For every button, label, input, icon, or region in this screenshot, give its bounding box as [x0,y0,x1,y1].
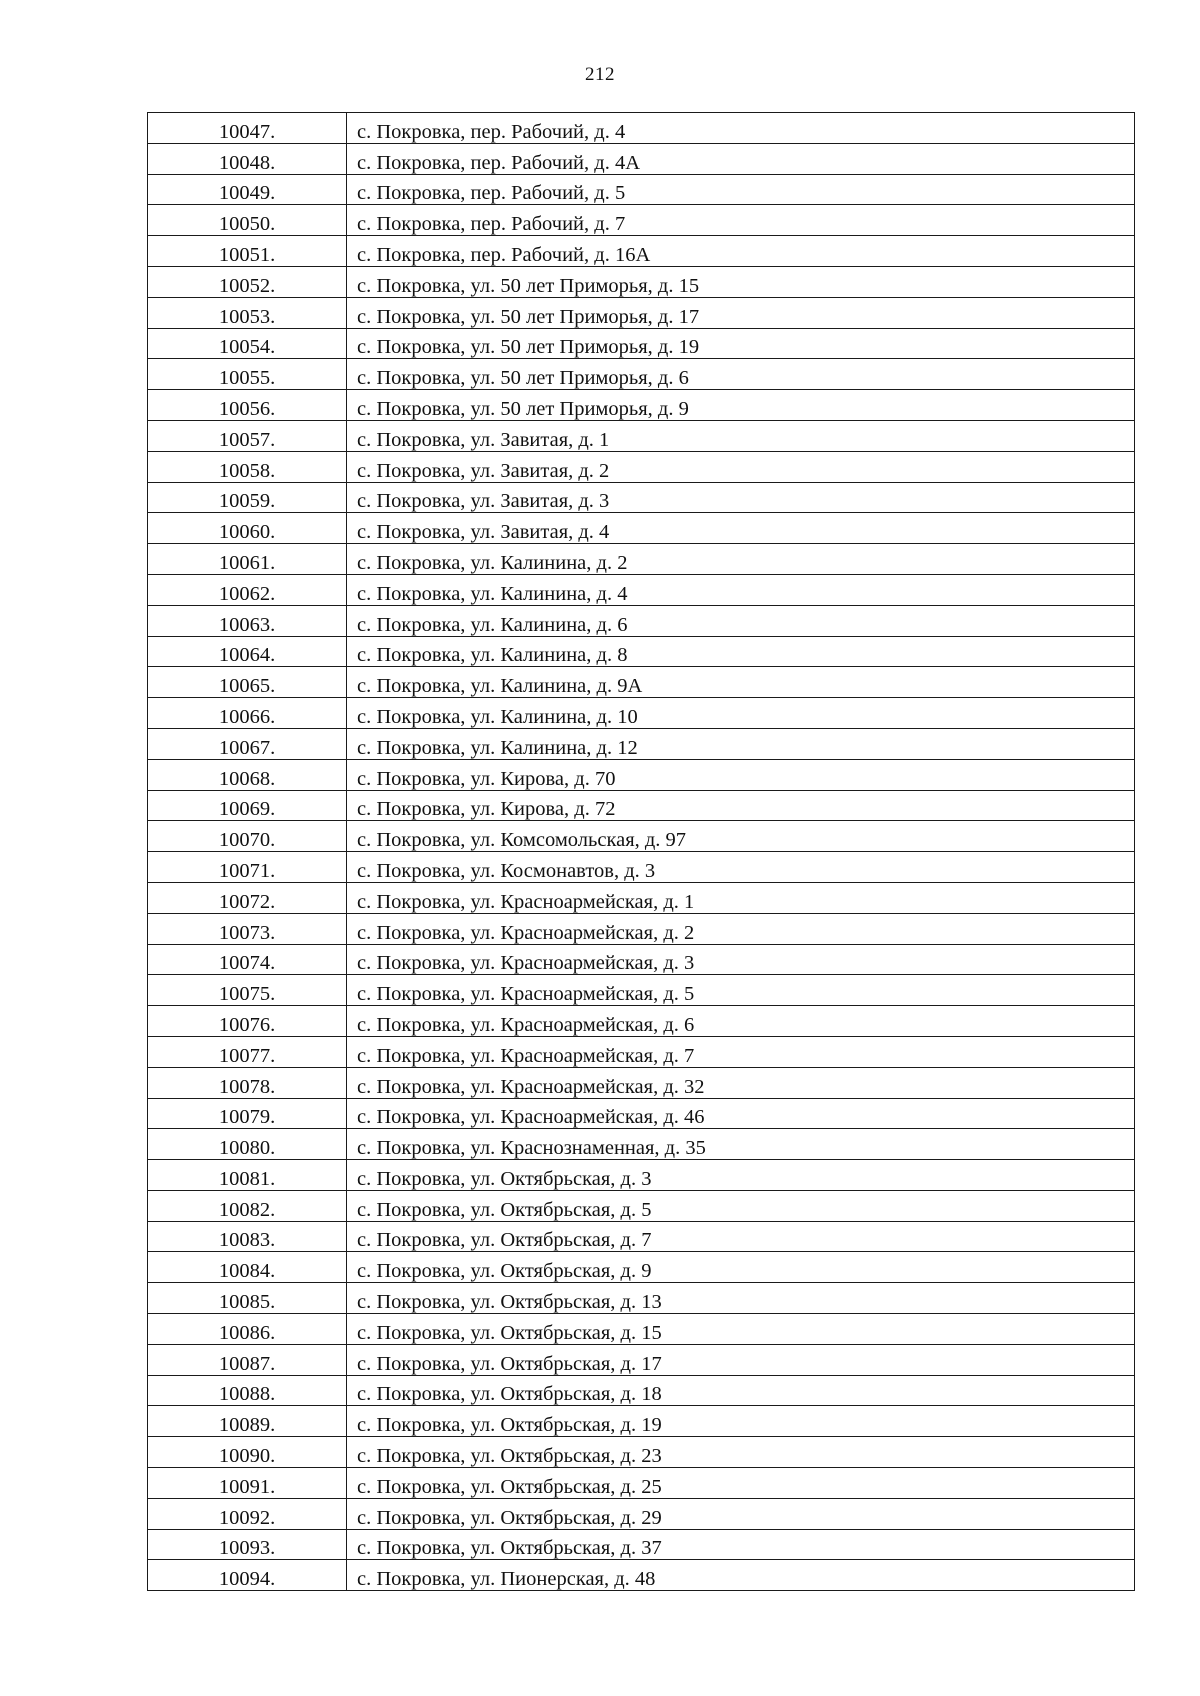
table-row [148,1314,1135,1345]
row-number: 10060. [148,513,347,544]
table-row [148,359,1135,390]
table-row [148,1006,1135,1037]
row-number: 10065. [148,667,347,698]
row-address: с. Покровка, ул. Космонавтов, д. 3 [347,852,1135,883]
row-address: с. Покровка, ул. Октябрьская, д. 17 [347,1344,1135,1375]
table-row [148,328,1135,359]
row-address: с. Покровка, ул. Калинина, д. 9А [347,667,1135,698]
table-row [148,482,1135,513]
row-address: с. Покровка, ул. Кирова, д. 70 [347,759,1135,790]
table-row [148,451,1135,482]
row-number: 10078. [148,1067,347,1098]
table-row [148,1498,1135,1529]
table-row [148,544,1135,575]
table-row [148,1344,1135,1375]
table-row [148,1098,1135,1129]
row-address: с. Покровка, ул. Калинина, д. 8 [347,636,1135,667]
row-number: 10058. [148,451,347,482]
table-row [148,236,1135,267]
row-number: 10059. [148,482,347,513]
row-address: с. Покровка, ул. Октябрьская, д. 37 [347,1529,1135,1560]
row-number: 10084. [148,1252,347,1283]
row-address: с. Покровка, ул. Красноармейская, д. 32 [347,1067,1135,1098]
table-row [148,882,1135,913]
row-address: с. Покровка, ул. Калинина, д. 2 [347,544,1135,575]
row-number: 10061. [148,544,347,575]
row-address: с. Покровка, ул. Октябрьская, д. 25 [347,1468,1135,1499]
row-number: 10054. [148,328,347,359]
row-number: 10050. [148,205,347,236]
row-address: с. Покровка, пер. Рабочий, д. 4А [347,143,1135,174]
table-row [148,1221,1135,1252]
row-number: 10072. [148,882,347,913]
table-row [148,143,1135,174]
row-address: с. Покровка, ул. Октябрьская, д. 15 [347,1314,1135,1345]
row-number: 10047. [148,113,347,144]
table-row [148,574,1135,605]
row-address: с. Покровка, ул. 50 лет Приморья, д. 6 [347,359,1135,390]
row-number: 10081. [148,1160,347,1191]
row-number: 10068. [148,759,347,790]
row-address: с. Покровка, ул. Калинина, д. 12 [347,728,1135,759]
table-row [148,205,1135,236]
row-address: с. Покровка, ул. Октябрьская, д. 9 [347,1252,1135,1283]
row-address: с. Покровка, ул. Октябрьская, д. 3 [347,1160,1135,1191]
table-row [148,390,1135,421]
table-row [148,975,1135,1006]
row-address: с. Покровка, ул. Краснознаменная, д. 35 [347,1129,1135,1160]
row-address: с. Покровка, ул. Красноармейская, д. 3 [347,944,1135,975]
row-number: 10056. [148,390,347,421]
row-number: 10069. [148,790,347,821]
row-number: 10094. [148,1560,347,1591]
row-address: с. Покровка, ул. Калинина, д. 4 [347,574,1135,605]
row-address: с. Покровка, ул. Пионерская, д. 48 [347,1560,1135,1591]
table-row [148,266,1135,297]
row-number: 10085. [148,1283,347,1314]
row-number: 10055. [148,359,347,390]
row-number: 10077. [148,1036,347,1067]
table-row [148,1283,1135,1314]
row-number: 10070. [148,821,347,852]
row-number: 10091. [148,1468,347,1499]
table-row [148,636,1135,667]
row-address: с. Покровка, ул. Октябрьская, д. 18 [347,1375,1135,1406]
row-address: с. Покровка, пер. Рабочий, д. 7 [347,205,1135,236]
row-number: 10088. [148,1375,347,1406]
table-row [148,1036,1135,1067]
row-address: с. Покровка, ул. Октябрьская, д. 23 [347,1437,1135,1468]
row-address: с. Покровка, ул. Красноармейская, д. 1 [347,882,1135,913]
row-number: 10064. [148,636,347,667]
table-row [148,1129,1135,1160]
table-row [148,667,1135,698]
row-address: с. Покровка, ул. 50 лет Приморья, д. 15 [347,266,1135,297]
row-number: 10090. [148,1437,347,1468]
table-row [148,513,1135,544]
row-address: с. Покровка, ул. Октябрьская, д. 19 [347,1406,1135,1437]
row-number: 10092. [148,1498,347,1529]
row-number: 10080. [148,1129,347,1160]
row-address: с. Покровка, ул. Красноармейская, д. 2 [347,913,1135,944]
row-number: 10073. [148,913,347,944]
row-number: 10086. [148,1314,347,1345]
row-number: 10074. [148,944,347,975]
row-address: с. Покровка, ул. 50 лет Приморья, д. 17 [347,297,1135,328]
table-row [148,113,1135,144]
row-address: с. Покровка, ул. Завитая, д. 4 [347,513,1135,544]
row-address: с. Покровка, ул. Кирова, д. 72 [347,790,1135,821]
row-number: 10067. [148,728,347,759]
table-row [148,1560,1135,1591]
row-number: 10075. [148,975,347,1006]
table-row [148,728,1135,759]
row-address: с. Покровка, пер. Рабочий, д. 16А [347,236,1135,267]
row-number: 10051. [148,236,347,267]
row-number: 10093. [148,1529,347,1560]
page-number: 212 [585,64,615,85]
row-number: 10066. [148,698,347,729]
row-number: 10048. [148,143,347,174]
row-number: 10052. [148,266,347,297]
address-table-body [148,113,1135,1591]
table-row [148,174,1135,205]
row-number: 10082. [148,1190,347,1221]
row-address: с. Покровка, ул. Калинина, д. 6 [347,605,1135,636]
row-address: с. Покровка, ул. Завитая, д. 3 [347,482,1135,513]
table-row [148,420,1135,451]
table-row [148,698,1135,729]
row-address: с. Покровка, ул. Октябрьская, д. 5 [347,1190,1135,1221]
table-row [148,821,1135,852]
row-address: с. Покровка, ул. Комсомольская, д. 97 [347,821,1135,852]
table-row [148,1067,1135,1098]
row-address: с. Покровка, пер. Рабочий, д. 5 [347,174,1135,205]
row-address: с. Покровка, ул. Завитая, д. 1 [347,420,1135,451]
table-row [148,605,1135,636]
row-number: 10079. [148,1098,347,1129]
table-row [148,913,1135,944]
table-row [148,1252,1135,1283]
row-number: 10071. [148,852,347,883]
table-row [148,1437,1135,1468]
row-number: 10057. [148,420,347,451]
row-address: с. Покровка, ул. Красноармейская, д. 5 [347,975,1135,1006]
row-address: с. Покровка, ул. Октябрьская, д. 29 [347,1498,1135,1529]
row-number: 10087. [148,1344,347,1375]
table-row [148,297,1135,328]
table-row [148,1468,1135,1499]
row-number: 10062. [148,574,347,605]
table-row [148,790,1135,821]
row-number: 10083. [148,1221,347,1252]
row-number: 10076. [148,1006,347,1037]
table-row [148,1529,1135,1560]
table-row [148,1160,1135,1191]
row-address: с. Покровка, ул. Калинина, д. 10 [347,698,1135,729]
table-row [148,1190,1135,1221]
row-address: с. Покровка, ул. Октябрьская, д. 7 [347,1221,1135,1252]
row-address: с. Покровка, пер. Рабочий, д. 4 [347,113,1135,144]
row-address: с. Покровка, ул. Красноармейская, д. 46 [347,1098,1135,1129]
table-row [148,759,1135,790]
row-number: 10089. [148,1406,347,1437]
row-number: 10049. [148,174,347,205]
table-row [148,944,1135,975]
row-address: с. Покровка, ул. Красноармейская, д. 7 [347,1036,1135,1067]
row-address: с. Покровка, ул. 50 лет Приморья, д. 9 [347,390,1135,421]
row-address: с. Покровка, ул. Октябрьская, д. 13 [347,1283,1135,1314]
table-row [148,1375,1135,1406]
row-address: с. Покровка, ул. Красноармейская, д. 6 [347,1006,1135,1037]
address-table [147,112,1135,1591]
row-number: 10063. [148,605,347,636]
row-address: с. Покровка, ул. 50 лет Приморья, д. 19 [347,328,1135,359]
row-address: с. Покровка, ул. Завитая, д. 2 [347,451,1135,482]
table-row [148,852,1135,883]
row-number: 10053. [148,297,347,328]
table-row [148,1406,1135,1437]
